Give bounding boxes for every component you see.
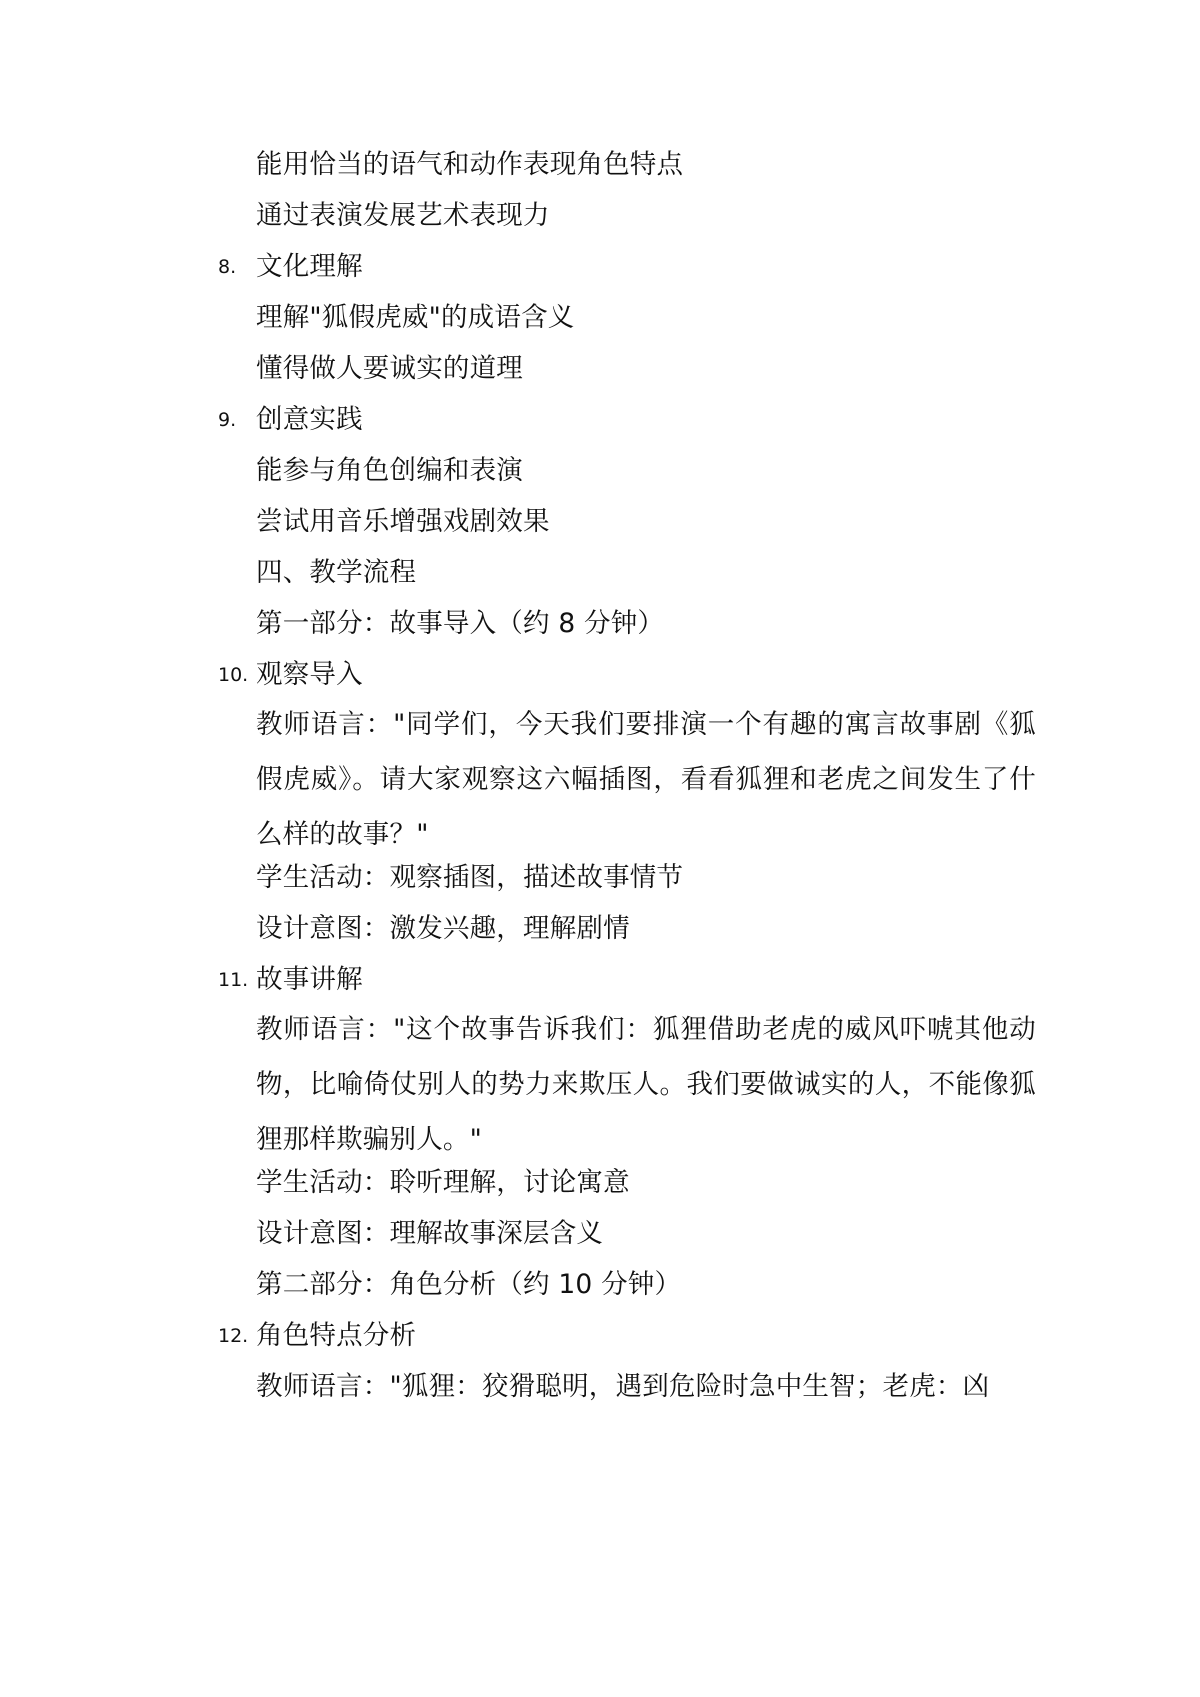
list-number: 11. [218, 969, 249, 991]
list-item-heading: 观察导入 [256, 659, 363, 690]
list-item-heading: 文化理解 [256, 251, 363, 282]
paragraph: 教师语言："同学们，今天我们要排演一个有趣的寓言故事剧《狐假虎威》。请大家观察这六幅插图，看看狐狸和老虎之间发生了什么样的故事？" [256, 709, 1036, 850]
list-number: 12. [218, 1325, 249, 1347]
text-line: 通过表演发展艺术表现力 [256, 200, 550, 231]
text-line: 理解"狐假虎威"的成语含义 [256, 302, 575, 333]
list-number: 8. [218, 256, 237, 278]
text-line: 学生活动：观察插图，描述故事情节 [256, 862, 684, 893]
part-heading: 第一部分：故事导入（约 8 分钟） [256, 608, 665, 639]
text-line: 教师语言："狐狸：狡猾聪明，遇到危险时急中生智；老虎：凶 [256, 1371, 990, 1402]
list-item-heading: 角色特点分析 [256, 1320, 417, 1351]
list-number: 10. [218, 664, 249, 686]
text-line: 能参与角色创编和表演 [256, 455, 523, 486]
text-line: 设计意图：理解故事深层含义 [256, 1218, 604, 1249]
list-item-heading: 故事讲解 [256, 964, 363, 995]
text-line: 能用恰当的语气和动作表现角色特点 [256, 149, 684, 180]
section-heading: 四、教学流程 [256, 557, 417, 588]
text-line: 设计意图：激发兴趣，理解剧情 [256, 913, 630, 944]
list-item-heading: 创意实践 [256, 404, 363, 435]
text-line: 学生活动：聆听理解，讨论寓意 [256, 1167, 630, 1198]
paragraph: 教师语言："这个故事告诉我们：狐狸借助老虎的威风吓唬其他动物，比喻倚仗别人的势力来欺压人。我们要做诚实的人，不能像狐狸那样欺骗别人。" [256, 1014, 1036, 1155]
list-number: 9. [218, 409, 237, 431]
text-line: 懂得做人要诚实的道理 [256, 353, 523, 384]
part-heading: 第二部分：角色分析（约 10 分钟） [256, 1269, 682, 1300]
text-line: 尝试用音乐增强戏剧效果 [256, 506, 550, 537]
